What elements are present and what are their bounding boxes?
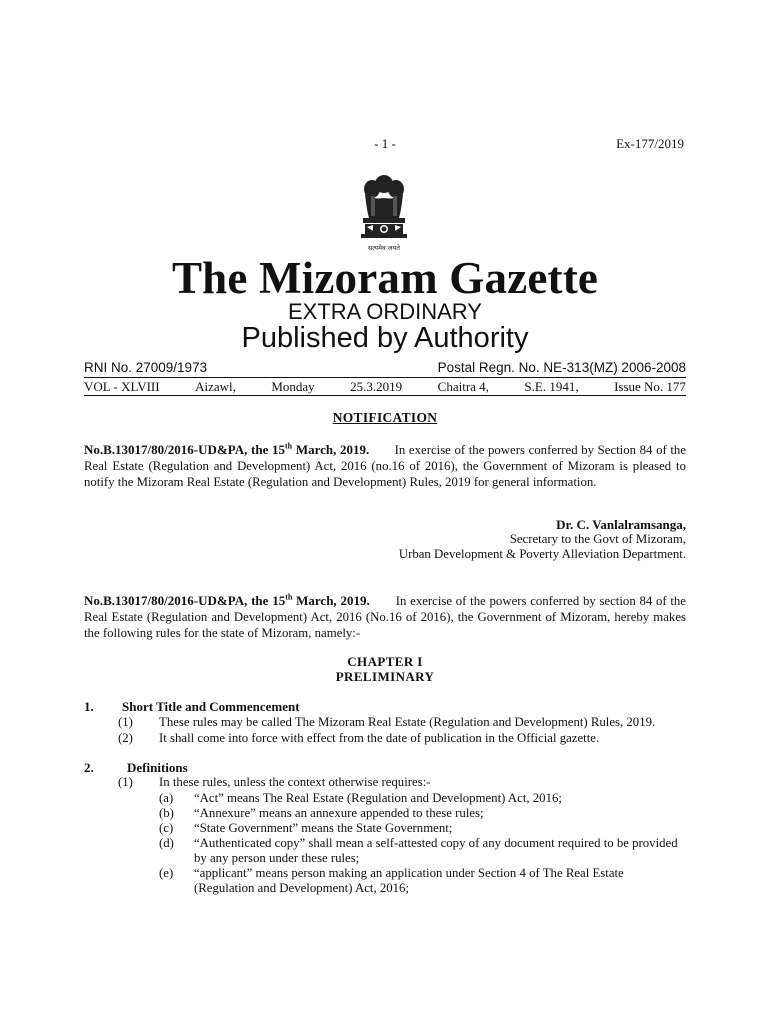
signatory-department: Urban Development & Poverty Alleviation Department. <box>398 547 686 561</box>
issue-date: 25.3.2019 <box>350 379 403 394</box>
extraordinary-number: Ex-177/2019 <box>616 136 684 151</box>
divider-top <box>84 377 686 378</box>
section-number: 2. <box>84 760 94 775</box>
signatory-title: Secretary to the Govt of Mizoram, <box>509 532 686 546</box>
clause-label: (a) <box>159 791 174 805</box>
clause-text: “State Government” means the State Government; <box>194 821 453 835</box>
issue-number: Issue No. 177 <box>614 379 686 394</box>
subsection-text: It shall come into force with effect from the date of publication in the Official gazette. <box>159 731 600 745</box>
national-emblem-icon <box>355 172 413 254</box>
section-number: 1. <box>84 699 94 714</box>
page-number: - 1 - <box>374 136 396 151</box>
subsection-text: In these rules, unless the context otherwise requires:- <box>159 775 431 789</box>
emblem-motto: सत्यमेव जयते <box>368 244 400 252</box>
subsection-label: (2) <box>118 731 133 745</box>
clause-text: “Annexure” means an annexure appended to these rules; <box>194 806 484 820</box>
notification-paragraph-1 <box>84 442 686 490</box>
volume: VOL - XLVIII <box>84 379 160 394</box>
subsection-label: (1) <box>118 715 133 729</box>
weekday: Monday <box>271 379 315 394</box>
section-title: Short Title and Commencement <box>122 699 300 714</box>
subsection-label: (1) <box>118 775 133 789</box>
notification-paragraph-2 <box>84 593 686 641</box>
chapter-number: CHAPTER I <box>347 654 423 669</box>
publisher-line: Published by Authority <box>241 322 529 354</box>
subsection-text: These rules may be called The Mizoram Real Estate (Regulation and Development) Rules, 2019. <box>159 715 656 729</box>
clause-text: “applicant” means person making an application under Section 4 of The Real Estate (Regulation and Development) Act, 2016; <box>194 866 624 895</box>
clause-label: (e) <box>159 866 174 880</box>
place: Aizawl, <box>195 379 236 394</box>
edition-label: EXTRA ORDINARY <box>288 299 482 324</box>
section-title: Definitions <box>127 760 188 775</box>
issue-info-row <box>84 379 686 395</box>
notification-reference: No.B.13017/80/2016-UD&PA, the 15th March, 2019. <box>84 592 370 608</box>
clause-label: (c) <box>159 821 174 835</box>
clause-text: “Act” means The Real Estate (Regulation and Development) Act, 2016; <box>194 791 562 805</box>
signatory-name: Dr. C. Vanlalramsanga, <box>556 517 686 532</box>
chapter-title: PRELIMINARY <box>335 669 435 684</box>
notification-text: In exercise of the powers conferred by section 84 of the Real Estate (Regulation and Development) Act, 2016 (No.16 of 2016), the Government of Mizoram, hereby makes the following rules for the state of Mizoram, namely:- <box>84 594 686 640</box>
postal-registration: Postal Regn. No. NE-313(MZ) 2006-2008 <box>437 360 686 375</box>
notification-reference: No.B.13017/80/2016-UD&PA, the 15th March, 2019. <box>84 441 370 457</box>
gazette-title: The Mizoram Gazette <box>171 253 599 303</box>
rni-number: RNI No. 27009/1973 <box>84 360 208 375</box>
notification-text: In exercise of the powers conferred by Section 84 of the Real Estate (Regulation and Development) Act, 2016 (no.16 of 2016), the Government of Mizoram is pleased to notify the Mizoram Real Estate (Regulation and Development) Rules, 2019 for general information. <box>84 443 686 489</box>
saka-year: S.E. 1941, <box>524 379 579 394</box>
clause-label: (b) <box>159 806 174 820</box>
clause-text: “Authenticated copy” shall mean a self-attested copy of any document required to be provided by any person under these rules; <box>194 836 678 865</box>
divider-bottom <box>84 395 686 396</box>
notification-heading: NOTIFICATION <box>332 410 438 425</box>
clause-label: (d) <box>159 836 174 850</box>
saka-month: Chaitra 4, <box>437 379 489 394</box>
